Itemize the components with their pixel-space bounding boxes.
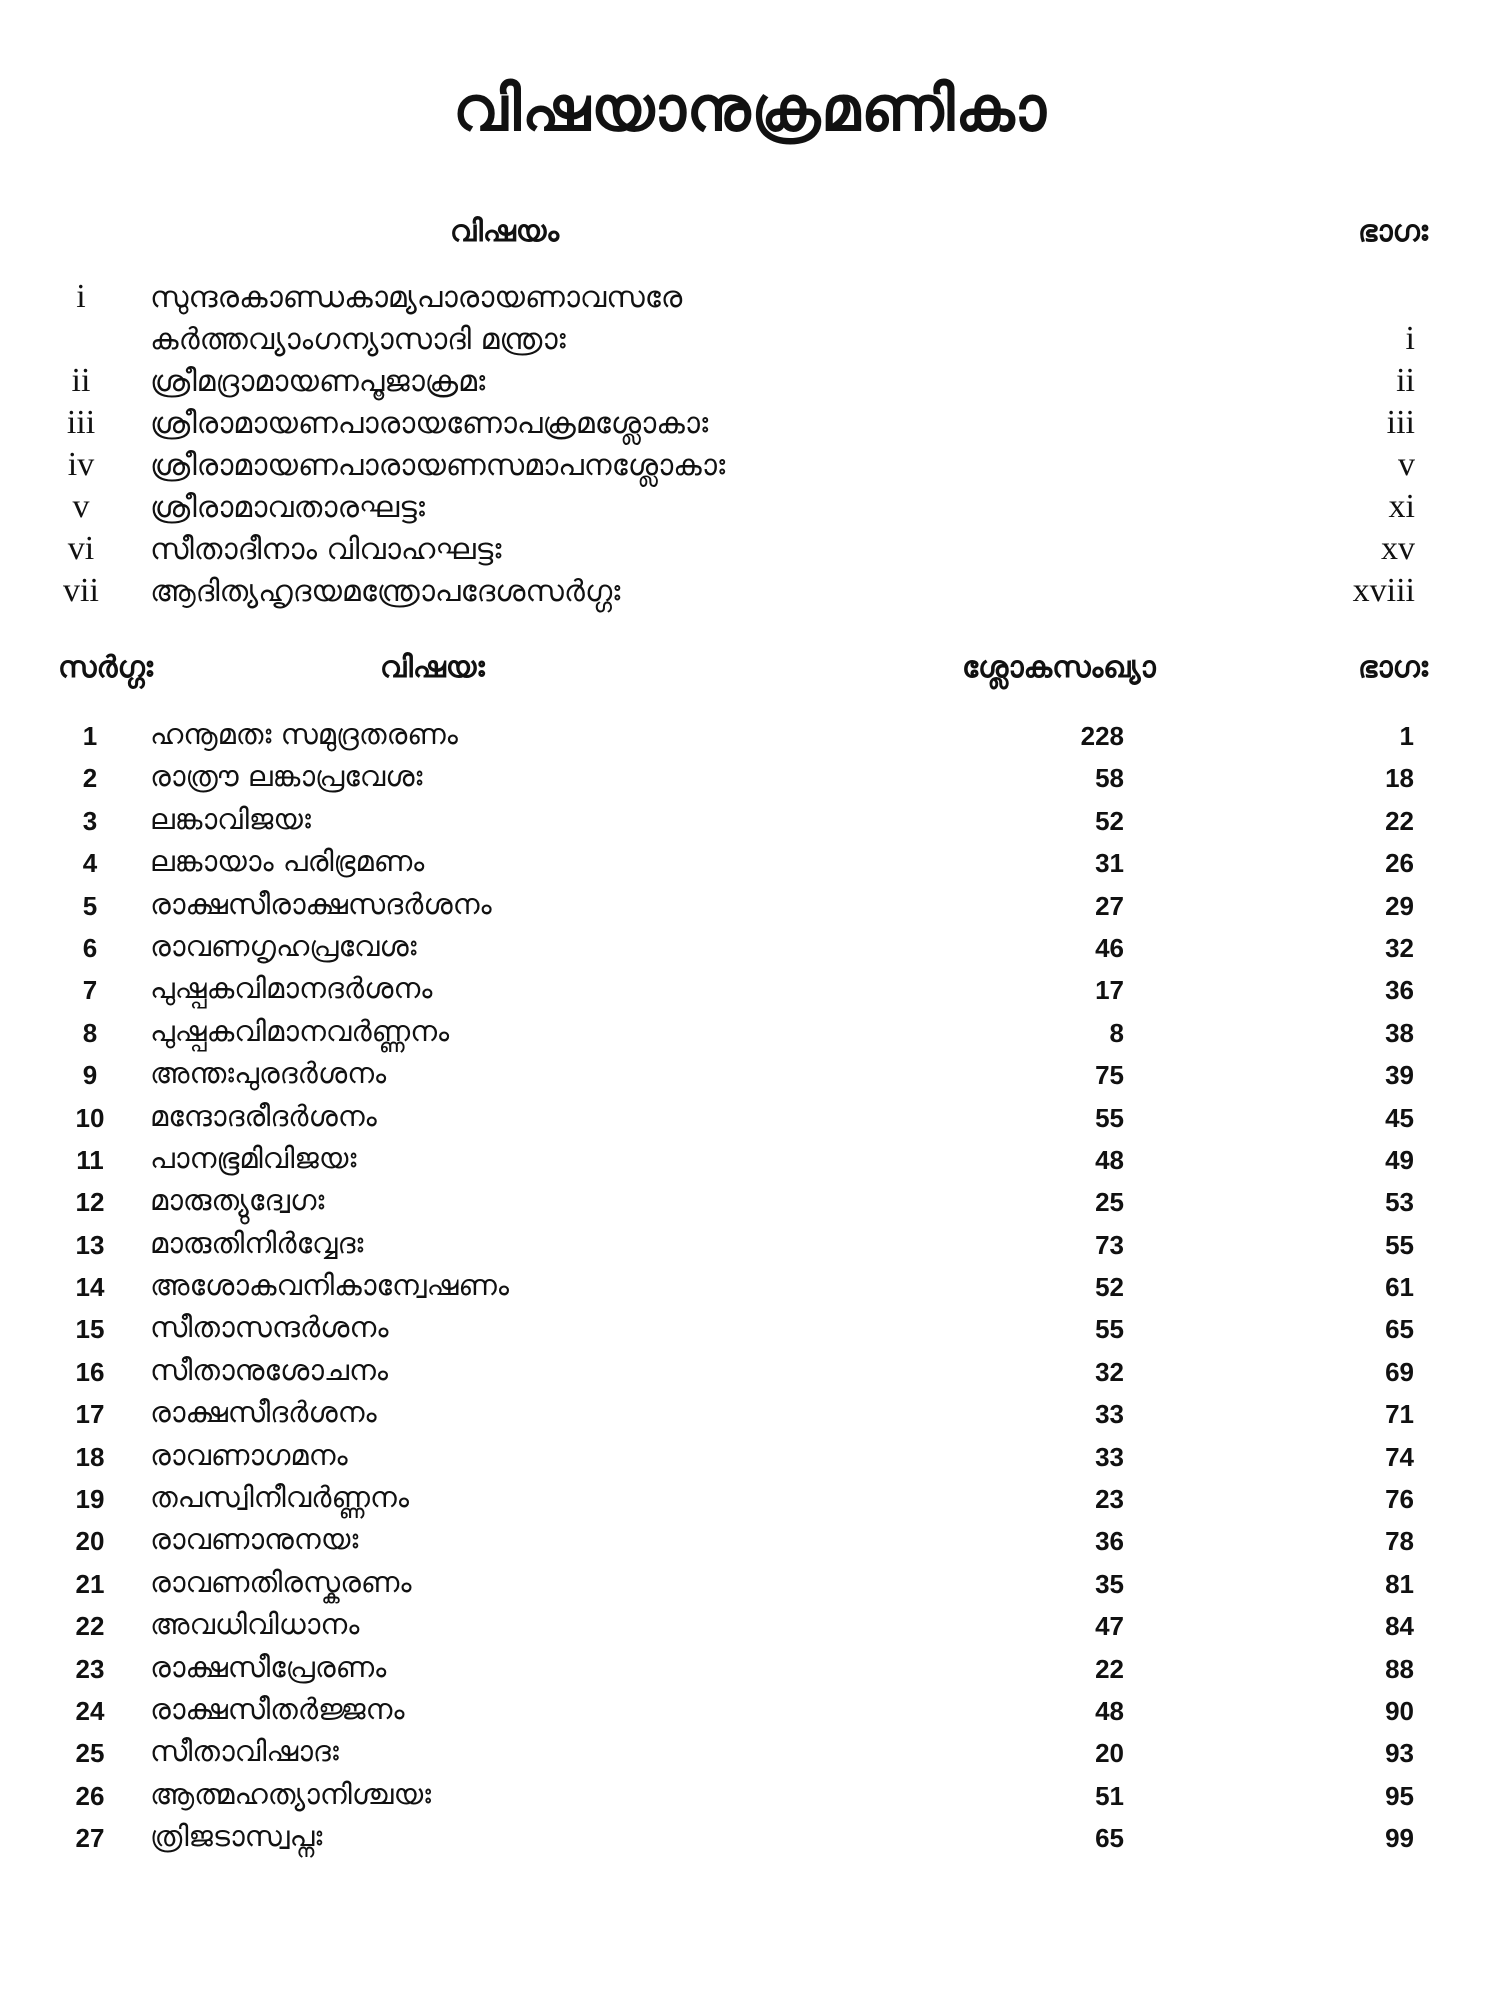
- chapter-page: 1: [1399, 721, 1414, 751]
- chapter-number-header: സർഗ്ഗഃ: [58, 650, 153, 685]
- verse-count: 48: [1095, 1695, 1124, 1726]
- chapter-title: പുഷ്പകവിമാനദർശനം: [150, 971, 433, 1006]
- chapter-row: [0, 1480, 1500, 1522]
- chapter-title: അശോകവനികാന്വേഷണം: [150, 1268, 510, 1303]
- chapter-number: 4: [82, 848, 98, 879]
- chapter-page: 38: [1385, 1017, 1414, 1048]
- chapter-number: 21: [75, 1568, 105, 1599]
- chapter-row: [0, 1268, 1500, 1310]
- chapter-number: 12: [75, 1187, 105, 1218]
- chapter-row: [0, 1650, 1500, 1692]
- chapter-row: [0, 759, 1500, 801]
- chapter-title: മന്ദോദരീദർശനം: [150, 1098, 377, 1133]
- chapter-title: രാവണാഗമനം: [150, 1437, 348, 1472]
- chapter-title: രാവണതിരസ്കരണം: [150, 1564, 412, 1599]
- page-title: വിഷയാനുക്രമണികാ: [453, 72, 1047, 145]
- intro-item-number: vii: [63, 572, 99, 609]
- chapter-page: 71: [1385, 1399, 1414, 1430]
- chapter-number: 10: [75, 1102, 105, 1133]
- intro-item-page: v: [1398, 446, 1415, 483]
- intro-item-number: iv: [67, 446, 95, 483]
- verse-count: 228: [1080, 721, 1124, 751]
- chapter-row: [0, 1310, 1500, 1352]
- chapter-row: [0, 1522, 1500, 1564]
- intro-item-text: കർത്തവ്യാംഗന്യാസാദി മന്ത്രാഃ: [150, 322, 566, 357]
- chapter-row: [0, 802, 1500, 844]
- verse-count: 33: [1095, 1399, 1124, 1430]
- chapter-row: [0, 1141, 1500, 1183]
- intro-item-page: xv: [1381, 530, 1415, 567]
- chapter-row: [0, 844, 1500, 886]
- chapter-row: [0, 1438, 1500, 1480]
- chapter-row: [0, 1777, 1500, 1819]
- verse-count: 75: [1095, 1060, 1124, 1091]
- chapter-title: ലങ്കായാം പരിഭ്രമണം: [150, 844, 425, 879]
- intro-item-text: സീതാദീനാം വിവാഹഘട്ടഃ: [150, 532, 502, 567]
- chapter-page: 55: [1385, 1229, 1414, 1260]
- chapter-subject-header: വിഷയഃ: [380, 650, 485, 685]
- chapter-page: 29: [1385, 890, 1414, 921]
- verse-count: 22: [1095, 1653, 1124, 1684]
- verse-count: 8: [1109, 1017, 1124, 1048]
- chapter-page: 90: [1385, 1695, 1414, 1726]
- chapter-number: 16: [75, 1356, 105, 1387]
- chapter-number: 8: [82, 1017, 98, 1048]
- verse-count: 47: [1095, 1611, 1124, 1642]
- chapter-number: 1: [82, 721, 98, 751]
- chapter-title: അവധിവിധാനം: [150, 1607, 360, 1642]
- verse-count: 52: [1095, 805, 1124, 836]
- verse-count: 65: [1095, 1823, 1124, 1854]
- chapter-title: രാക്ഷസീപ്രേരണം: [150, 1649, 387, 1684]
- chapter-title: രാക്ഷസീതർജ്ജനം: [150, 1691, 405, 1726]
- intro-list: [0, 278, 1500, 614]
- chapter-number: 25: [75, 1738, 105, 1769]
- chapter-number: 13: [75, 1229, 105, 1260]
- chapter-page: 76: [1385, 1484, 1414, 1515]
- intro-item-text: ശ്രീമദ്രാമായണപൂജാക്രമഃ: [150, 364, 486, 399]
- chapter-page: 18: [1385, 763, 1414, 794]
- intro-item-number: ii: [71, 362, 91, 399]
- chapter-page: 78: [1385, 1526, 1414, 1557]
- chapter-title: ത്രിജടാസ്വപ്നഃ: [150, 1819, 323, 1854]
- chapter-title: രാക്ഷസീദർശനം: [150, 1395, 377, 1430]
- intro-item-number: iii: [66, 404, 96, 441]
- chapter-page: 61: [1385, 1272, 1414, 1303]
- intro-item-number: i: [76, 278, 86, 315]
- intro-item-text: സുന്ദരകാണ്ഡകാമ്യപാരായണാവസരേ: [150, 280, 683, 315]
- chapter-row: [0, 1226, 1500, 1268]
- chapter-row: [0, 929, 1500, 971]
- verse-count: 36: [1095, 1526, 1124, 1557]
- chapter-page: 22: [1385, 805, 1414, 836]
- verse-count: 17: [1095, 975, 1124, 1006]
- chapter-number: 17: [75, 1399, 105, 1430]
- verse-count: 33: [1095, 1441, 1124, 1472]
- verse-count: 58: [1095, 763, 1124, 794]
- verse-count: 55: [1095, 1102, 1124, 1133]
- chapter-title: മാരുത്യുദ്വേഗഃ: [150, 1183, 325, 1218]
- chapter-number: 2: [82, 763, 98, 794]
- chapter-page: 36: [1385, 975, 1414, 1006]
- chapter-row: [0, 1692, 1500, 1734]
- chapter-page: 81: [1385, 1568, 1414, 1599]
- intro-item: [0, 446, 1500, 488]
- chapter-row: [0, 1734, 1500, 1776]
- chapter-title: അന്തഃപുരദർശനം: [150, 1056, 387, 1091]
- intro-item: [0, 530, 1500, 572]
- chapter-number: 5: [82, 890, 98, 921]
- chapter-title: രാത്രൗ ലങ്കാപ്രവേശഃ: [150, 759, 423, 794]
- intro-item-page: ii: [1396, 362, 1415, 399]
- chapter-page: 69: [1385, 1356, 1414, 1387]
- chapter-number: 11: [76, 1144, 104, 1175]
- chapter-number: 9: [82, 1060, 98, 1091]
- intro-item-text: ആദിത്യഹൃദയമന്ത്രോപദേശസർഗ്ഗഃ: [150, 574, 621, 609]
- intro-item: [0, 278, 1500, 320]
- verse-count: 35: [1095, 1568, 1124, 1599]
- intro-item-number: v: [72, 488, 90, 525]
- chapter-title: സീതാനുശോചനം: [150, 1352, 389, 1387]
- verse-count: 51: [1095, 1780, 1124, 1811]
- verse-count: 20: [1095, 1738, 1124, 1769]
- chapter-page: 95: [1385, 1780, 1414, 1811]
- intro-item-number: vi: [67, 530, 95, 567]
- intro-page-header: ഭാഗഃ: [1358, 214, 1428, 249]
- chapter-number: 6: [82, 932, 98, 963]
- verse-count: 23: [1095, 1484, 1124, 1515]
- chapter-page-header: ഭാഗഃ: [1358, 650, 1428, 685]
- chapter-title: മാരുതിനിർവ്വേദഃ: [150, 1225, 364, 1260]
- chapter-page: 39: [1385, 1060, 1414, 1091]
- intro-item-text: ശ്രീരാമായണപാരായണോപക്രമശ്ലോകാഃ: [150, 406, 709, 441]
- chapter-number: 20: [75, 1526, 105, 1557]
- intro-subject-header: വിഷയം: [450, 214, 560, 249]
- chapter-number: 27: [75, 1823, 105, 1854]
- chapter-page: 74: [1385, 1441, 1414, 1472]
- intro-item-text: ശ്രീരാമായണപാരായണസമാപനശ്ലോകാഃ: [150, 448, 726, 483]
- chapter-title: പാനഭൂമിവിജയഃ: [150, 1140, 357, 1175]
- verse-count: 55: [1095, 1314, 1124, 1345]
- intro-item-page: iii: [1386, 404, 1415, 441]
- chapter-list: [0, 717, 1500, 1862]
- chapter-page: 93: [1385, 1738, 1414, 1769]
- chapter-title: ഹനൂമതഃ സമുദ്രതരണം: [150, 717, 458, 751]
- chapter-row: [0, 1819, 1500, 1861]
- chapter-row: [0, 1395, 1500, 1437]
- chapter-page: 99: [1385, 1823, 1414, 1854]
- chapter-number: 15: [75, 1314, 105, 1345]
- chapter-title: ആത്മഹത്യാനിശ്ചയഃ: [150, 1776, 432, 1811]
- chapter-page: 65: [1385, 1314, 1414, 1345]
- verse-count: 46: [1095, 932, 1124, 963]
- chapter-title: തപസ്വിനീവർണ്ണനം: [150, 1480, 409, 1515]
- chapter-number: 24: [75, 1695, 105, 1726]
- chapter-number: 14: [75, 1272, 105, 1303]
- verse-count: 52: [1095, 1272, 1124, 1303]
- intro-item: [0, 362, 1500, 404]
- verse-count: 27: [1095, 890, 1124, 921]
- chapter-number: 3: [82, 805, 98, 836]
- intro-item-page: xi: [1388, 488, 1415, 525]
- chapter-row: [0, 971, 1500, 1013]
- intro-item: [0, 572, 1500, 614]
- chapter-row: [0, 1183, 1500, 1225]
- chapter-page: 88: [1385, 1653, 1414, 1684]
- verse-count: 73: [1095, 1229, 1124, 1260]
- verse-count: 25: [1095, 1187, 1124, 1218]
- chapter-number: 18: [75, 1441, 105, 1472]
- chapter-row: [0, 717, 1500, 759]
- chapter-page: 45: [1385, 1102, 1414, 1133]
- chapter-row: [0, 1056, 1500, 1098]
- chapter-row: [0, 1014, 1500, 1056]
- verse-count-header: ശ്ലോകസംഖ്യാ: [962, 650, 1156, 685]
- chapter-row: [0, 1353, 1500, 1395]
- chapter-page: 53: [1385, 1187, 1414, 1218]
- intro-item: [0, 320, 1500, 362]
- intro-item-page: xviii: [1352, 572, 1415, 609]
- chapter-row: [0, 1565, 1500, 1607]
- chapter-row: [0, 1099, 1500, 1141]
- chapter-title: രാക്ഷസീരാക്ഷസദർശനം: [150, 886, 492, 921]
- chapter-number: 19: [75, 1484, 105, 1515]
- chapter-row: [0, 887, 1500, 929]
- chapter-number: 23: [75, 1653, 105, 1684]
- chapter-page: 84: [1385, 1611, 1414, 1642]
- chapter-title: രാവണഗൃഹപ്രവേശഃ: [150, 928, 417, 963]
- chapter-title: പുഷ്പകവിമാനവർണ്ണനം: [150, 1013, 450, 1048]
- chapter-number: 26: [75, 1780, 105, 1811]
- intro-item: [0, 404, 1500, 446]
- chapter-number: 22: [75, 1611, 105, 1642]
- chapter-row: [0, 1607, 1500, 1649]
- chapter-title: രാവണാനുനയഃ: [150, 1522, 359, 1557]
- chapter-title: സീതാവിഷാദഃ: [150, 1734, 339, 1769]
- chapter-title: സീതാസന്ദർശനം: [150, 1310, 389, 1345]
- verse-count: 32: [1095, 1356, 1124, 1387]
- verse-count: 31: [1095, 848, 1124, 879]
- verse-count: 48: [1095, 1144, 1124, 1175]
- chapter-page: 32: [1385, 932, 1414, 963]
- chapter-page: 49: [1385, 1144, 1414, 1175]
- intro-item-page: i: [1405, 320, 1415, 357]
- chapter-page: 26: [1385, 848, 1414, 879]
- chapter-title: ലങ്കാവിജയഃ: [150, 801, 311, 836]
- intro-item-text: ശ്രീരാമാവതാരഘട്ടഃ: [150, 490, 425, 525]
- chapter-number: 7: [82, 975, 98, 1006]
- intro-item: [0, 488, 1500, 530]
